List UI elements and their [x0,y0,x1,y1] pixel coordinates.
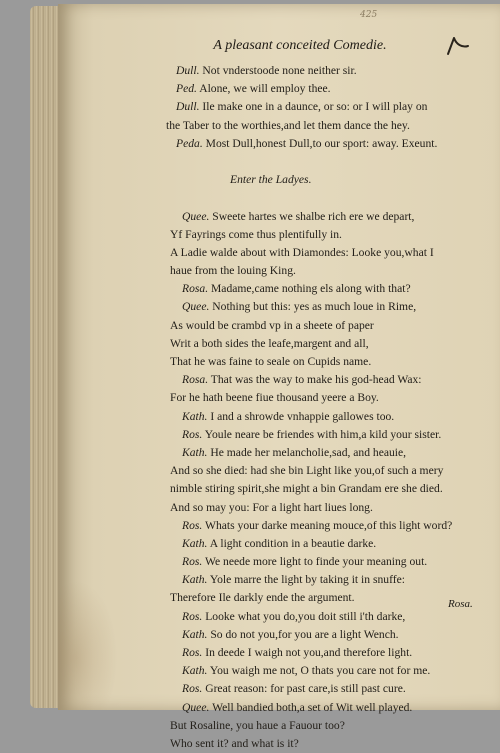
line-text: Madame,came nothing els along with that? [211,282,411,296]
line-text: Whats your darke meaning mouce,of this light word? [205,518,453,532]
line-text: Sweete hartes we shalbe rich ere we depart, [212,209,415,223]
line-text: In deede I waigh not you,and therefore light. [205,646,413,659]
text-line [160,371,490,389]
text-line [160,189,490,207]
text-line [160,426,490,444]
line-text: Not vnderstoode none neither sir. [202,64,357,77]
speaker-name: Ros. [182,682,203,696]
speaker-name: Rosa. [182,282,209,296]
speaker-name: Ros. [182,555,203,569]
speaker-name: Kath. [182,664,208,678]
text-line [160,335,490,353]
text-line [160,98,490,116]
text-line [160,589,490,607]
text-line [160,717,490,735]
text-line [160,262,490,280]
text-line [160,244,490,262]
speaker-name: Quee. [182,700,210,714]
line-text: I and a shrowde vnhappie gallowes too. [210,409,395,423]
text-line [160,571,490,589]
text-line [160,517,490,535]
text-line [160,80,490,98]
line-text: And so she died: had she bin Light like you,of such a mery [170,464,444,478]
speaker-name: Ros. [182,609,203,623]
line-text: haue from the louing King. [170,264,296,278]
line-text: Nothing but this: yes as much loue in Rime, [212,300,417,314]
speaker-name: Kath. [182,536,208,550]
text-line [160,626,490,644]
text-line [160,280,490,298]
speaker-name: Ros. [182,518,203,532]
line-text: the Taber to the worthies,and let them dance the hey. [166,118,410,132]
text-line [160,226,490,244]
speaker-name: Dull. [176,100,200,114]
line-text: Looke what you do,you doit still i'th darke, [205,609,406,623]
text-line [160,735,490,753]
line-text: He made her melancholie,sad, and heauie, [210,445,407,459]
catchword: Rosa. [448,598,473,610]
text-line [160,444,490,462]
text-line [160,608,490,626]
text-line [160,153,490,171]
ink-mark-icon [444,34,472,60]
text-line [160,699,490,717]
speaker-name: Peda. [176,136,203,150]
text-line [160,117,490,135]
speaker-name: Kath. [182,445,208,459]
line-text: So do not you,for you are a light Wench. [210,627,399,641]
speaker-name: Kath. [182,409,208,423]
text-line [160,298,490,316]
speaker-name: Rosa. [182,373,209,387]
line-text: Well bandied both,a set of Wit well played. [212,700,413,714]
text-line [160,499,490,517]
text-line [160,353,490,371]
line-text: Great reason: for past care,is still past cure. [205,682,406,696]
speaker-name: Ros. [182,646,203,659]
speaker-name: Kath. [182,627,208,641]
text-line [160,662,490,680]
page-number: 425 [360,10,378,20]
text-line [160,553,490,571]
stage-direction [160,171,490,189]
text-line [160,535,490,553]
line-text: As would be crambd vp in a sheete of paper [170,318,374,332]
line-text: And so may you: For a light hart liues long. [170,500,373,514]
line-text: Alone, we will employ thee. [199,82,331,96]
line-text: Who sent it? and what is it? [170,736,299,750]
speaker-name: Dull. [176,64,200,77]
text-line [160,62,490,80]
text-line [160,480,490,498]
line-text: That he was faine to seale on Cupids name. [170,355,372,368]
line-text: Ile make one in a daunce, or so: or I will play on [202,100,428,114]
text-line [160,644,490,662]
text-line [160,208,490,226]
line-text: You waigh me not, O thats you care not for me. [209,664,431,678]
text-line [160,408,490,426]
line-text: Most Dull,honest Dull,to our sport: away. Exeunt. [205,136,438,150]
line-text: Youle neare be friendes with him,a kild your sister. [204,427,442,441]
speaker-name: Ros. [182,427,203,441]
speaker-name: Quee. [182,209,210,223]
text-line [160,317,490,335]
text-line [160,135,490,153]
line-text: Enter the Ladyes. [230,173,312,187]
line-text: Yf Fayrings come thus plentifully in. [170,227,342,241]
page-stain [58,580,118,710]
speaker-name: Quee. [182,300,210,314]
text-line [160,680,490,698]
play-text [160,62,490,753]
line-text: For he hath beene fiue thousand yeere a Boy. [170,391,379,405]
line-text: nimble stiring spirit,she might a bin Grandam ere she died. [170,482,443,496]
running-title: A pleasant conceited Comedie. [213,38,387,53]
speaker-name: Ped. [176,82,197,96]
speaker-name: Kath. [182,573,208,587]
text-line [160,389,490,407]
line-text: We neede more light to finde your meaning out. [205,555,428,569]
line-text: A light condition in a beautie darke. [209,536,377,550]
line-text: Yole marre the light by taking it in snuffe: [209,573,405,587]
line-text: But Rosaline, you haue a Fauour too? [170,718,345,732]
text-line [160,462,490,480]
line-text: Writ a both sides the leafe,margent and all, [170,336,369,350]
line-text: That was the way to make his god-head Wax: [210,373,422,387]
line-text: A Ladie walde about with Diamondes: Looke you,what I [170,245,434,259]
line-text: Therefore Ile darkly ende the argument. [170,591,355,605]
